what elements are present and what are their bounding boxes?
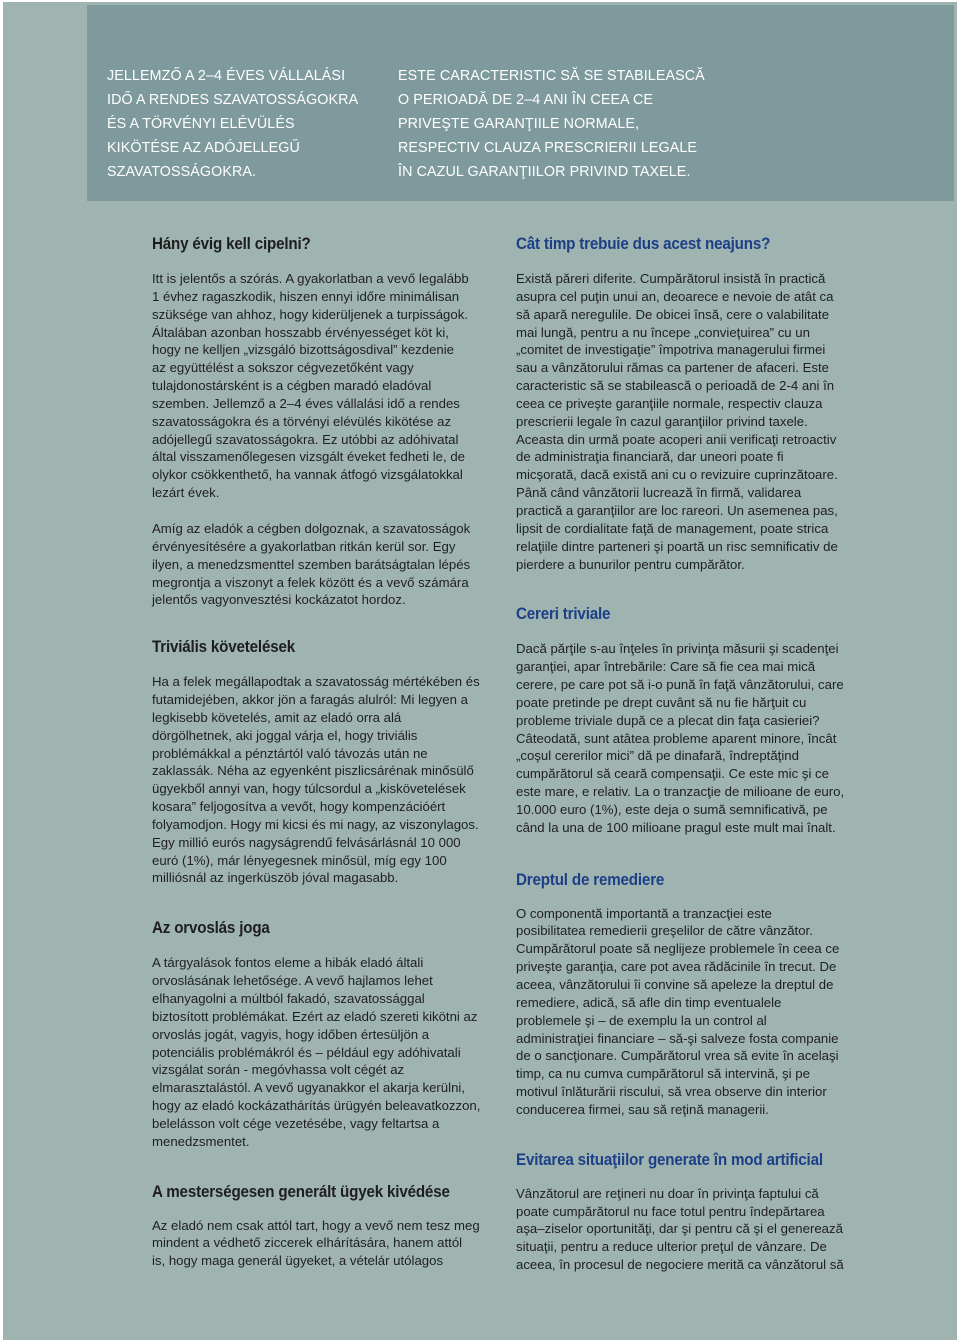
paragraph: Vânzătorul are reţineri nu doar în privinţa faptului că poate cumpărătorul nu face totul pentru îndepărtarea aşa–ziselor oportunităţi, dar şi pentru că şi el generează situaţii, pentru a reduce ulterior preţul de vânzare. De aceea, în procesul de negociere merită ca vânzătorul să <box>516 1185 844 1273</box>
section-heading: Triviális követelések <box>152 638 295 657</box>
romanian-column <box>516 233 856 1274</box>
paragraph: Amíg az eladók a cégben dolgoznak, a szavatosságok érvényesítésére a gyakorlatban ritkán kerül sor. Egy ilyen, a menedzsmenttel szemben barátságtalan lépés megrontja a viszonyt a felek között és a vevő számára jelentős vagyonvesztési kockázatot hordoz. <box>152 520 471 608</box>
paragraph: A tárgyalások fontos eleme a hibák eladó általi orvoslásának lehetősége. A vevő hajlamos lehet elhanyagolni a múltból fakadó, szavatossággal biztosított problémákat. Ezért az eladó szereti kikötni az orvoslás jogát, vagyis, hogy időben értesüljön a potenciális problémákról és – például egy adóhivatali vizsgálat során - megóvhassa volt cégét az elmarasztalástól. A vevő ugyanakkor el akarja kerülni, hogy az eladó kockázathárítás ürügyén beleavatkozzon, belelásson volt cége vezetésébe, vagy feltartsa a menedzsmentet. <box>152 955 481 1149</box>
section-heading: Hány évig kell cipelni? <box>152 235 311 253</box>
section-heading: Cât timp trebuie dus acest neajuns? <box>516 235 771 253</box>
paragraph: Există păreri diferite. Cumpărătorul insistă în practică asupra cel puţin unui an, deoarece e nevoie de atât ca să apară neregulile. De obicei însă, cere o valabilitate mai lungă, pentru a nu începe „convieţuirea” cu un „comitet de investigaţie” împotriva managerului firmei sau a vânzătorului rămas ca partener de afaceri. Este caracteristic să se stabilească o perioadă de 2-4 ani în ceea ce priveşte garanţiile normale, respectiv clauza prescrierii legale în cazul garanţiilor privind taxele. Aceasta din urmă poate acoperi anii verificaţi retroactiv de administraţia financiară, dar uneori poate fi micşorată, dacă există ani cu o revizuire cuprinzătoare. Până când vânzătorii lucrează în firmă, validarea practică a garanţiilor are loc rareori. Un asemenea pas, lipsit de cordialitate faţă de management, poate strica relaţiile dintre parteneri şi poartă un risc semnificativ de pierdere a bunurilor pentru cumpărător. <box>516 271 838 572</box>
paragraph: Ha a felek megállapodtak a szavatosság mértékében és futamidejében, akkor jön a faragás alulról: Mi legyen a legkisebb követelés, amit az eladó orra alá dörgölhetnek, aki joggal várja el, hogy triviális problémákkal a pénztártól való távozás után ne zaklassák. Néha az egyenként piszlicsárénak minősülő ügyekből annyi van, hogy túlcsordul a „kiskövetelések kosara” feljogosítva a vevőt, hogy kompenzációért folyamodjon. Hogy mi kicsi és mi nagy, az viszonylagos. Egy millió eurós nagyságrendű felvásárlásnál 10 000 euró (1%), már lényegesnek minősül, míg egy 100 milliósnál az ingerküszöb jóval magasabb. <box>152 674 480 886</box>
paragraph: Az eladó nem csak attól tart, hogy a vevő nem tesz meg mindent a védhető ziccerek elhárítására, hanem attól is, hogy maga generál ügyeket, a vételár utólagos <box>152 1217 480 1269</box>
paragraph: O componentă importantă a tranzacţiei este posibilitatea remedierii greşelilor de către vânzător. Cumpărătorul poate să neglijeze problemele în ceea ce priveşte garanţia, care pot avea rădăcinile în trecut. De aceea, vânzătorului îi convine să apeleze la dreptul de remediere, adică, să afle din timp eventualele problemele şi – de exemplu la un control al administraţiei financiare – să-şi salveze fosta companie de o sancţionare. Cumpărătorul vrea să evite în acelaşi timp, ca nu cumva cumpărătorul să intervină, şi pe motivul înlăturării riscului, să vrea observe din interior conducerea firmei, sau să reţină managerii. <box>516 905 840 1117</box>
paragraph: Dacă părţile s-au înţeles în privinţa măsurii şi scadenţei garanţiei, apar întrebările: Care să fie cea mai mică cerere, pe care pot să i-o pună în faţă vânzătorului, care poate pretinde pe drept cuvânt să nu fie hărţuit cu probleme triviale după ce a plecat din faţa casieriei? Câteodată, sunt atâtea probleme aparent minore, încât „coşul cererilor mici” dă pe dinafară, îndreptăţind cumpărătorul să ceară compensaţii. Ce este mic şi ce este mare, e relativ. La o tranzacţie de milioane de euro, 10.000 euro (1%), este deja o sumă semnificativă, pe când la una de 100 milioane pragul este mult mai înalt. <box>516 641 845 835</box>
section-heading: Cereri triviale <box>516 605 611 624</box>
hungarian-column <box>152 233 492 1270</box>
section-heading: A mesterségesen generált ügyek kivédése <box>152 1182 450 1201</box>
section-heading: Dreptul de remediere <box>516 870 665 889</box>
banner-quote-romanian: ESTE CARACTERISTIC SĂ SE STABILEASCĂ O PERIOADĂ DE 2–4 ANI ÎN CEEA CE PRIVEŞTE GARANŢIILE NORMALE, RESPECTIV CLAUZA PRESCRIERII LEGALE ÎN CAZUL GARANŢIILOR PRIVIND TAXELE. <box>398 68 705 181</box>
section-heading: Evitarea situaţiilor generate în mod artificial <box>516 1150 823 1169</box>
banner-quote-hungarian: JELLEMZŐ A 2–4 ÉVES VÁLLALÁSI IDŐ A RENDES SZAVATOSSÁGOKRA ÉS A TÖRVÉNYI ELÉVÜLÉS KIKÖTÉSE AZ ADÓJELLEGŰ SZAVATOSSÁGOKRA. <box>107 68 359 181</box>
section-heading: Az orvoslás joga <box>152 919 270 938</box>
paragraph: Itt is jelentős a szórás. A gyakorlatban a vevő legalább 1 évhez ragaszkodik, hiszen ennyi időre minimálisan szüksége van ahhoz, hogy kiderüljenek a turpisságok. Általában azonban hosszabb érvényességet köt ki, hogy ne kelljen „vizsgáló bizottságosdival” kezdenie az együttélést a sokszor cégvezetőként vagy tulajdonostársként is a cégben maradó eladóval szemben. Jellemző a 2–4 éves vállalási idő a rendes szavatosságokra és a törvényi elévülés kikötése az adójellegű szavatosságokra. Ez utóbbi az adóhivatal által visszamenőlegesen vizsgált éveket fedheti le, de olykor csökkenthető, ha vannak átfogó vizsgálatokkal lezárt évek. <box>152 271 469 501</box>
